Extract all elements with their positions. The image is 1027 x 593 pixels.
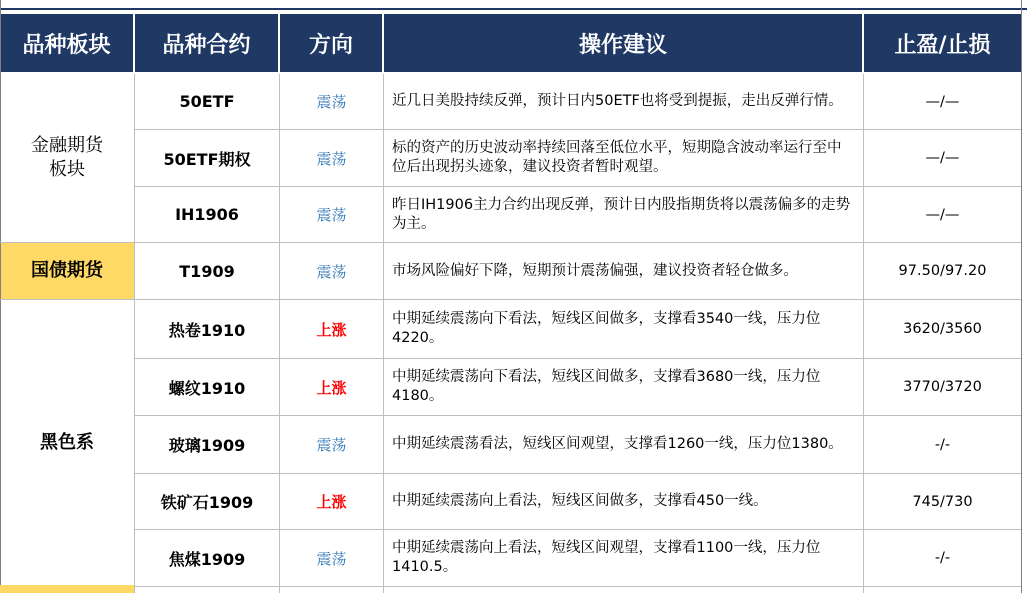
contract-cell: 50ETF <box>179 92 235 111</box>
sector-black: 黑色系 <box>40 432 94 453</box>
direction-cell: 震荡 <box>316 436 347 454</box>
direction-cell: 震荡 <box>316 149 347 168</box>
stop-cell: 745/730 <box>912 493 973 510</box>
grid-line <box>135 186 1021 187</box>
contract-cell: T1909 <box>179 261 235 281</box>
stop-cell: -/- <box>934 550 951 566</box>
top-border <box>0 0 1027 10</box>
contract-cell: 50ETF期权 <box>163 149 251 169</box>
advice-cell: 标的资产的历史波动率持续回落至低位水平，短期隐含波动率运行至中位后出现拐头迹象，建议投资者暂时观望。 <box>392 140 842 175</box>
grid-line <box>383 74 384 593</box>
next-sector-strip <box>0 585 134 593</box>
direction-cell: 震荡 <box>316 549 347 568</box>
contract-cell: 铁矿石1909 <box>160 493 254 512</box>
stop-cell: —/— <box>925 93 960 110</box>
direction-cell: 震荡 <box>316 93 347 111</box>
grid-line <box>279 74 280 593</box>
contract-cell: IH1906 <box>175 205 239 224</box>
stop-cell: -/- <box>934 436 951 453</box>
contract-cell: 玻璃1909 <box>168 436 246 455</box>
sector-bond: 国债期货 <box>0 243 134 299</box>
grid-line <box>135 473 1021 474</box>
grid-line <box>1021 0 1022 593</box>
advice-cell: 中期延续震荡向下看法，短线区间做多，支撑看3680一线，压力位4180。 <box>392 369 821 404</box>
grid-line <box>863 74 864 593</box>
stop-cell: —/— <box>925 206 960 223</box>
header-sector: 品种板块 <box>0 14 133 72</box>
grid-line <box>135 529 1021 530</box>
advice-cell: 中期延续震荡看法，短线区间观望，支撑看1260一线，压力位1380。 <box>392 436 843 452</box>
grid-line <box>0 0 1 593</box>
direction-cell: 上涨 <box>316 320 347 339</box>
contract-cell: 螺纹1910 <box>168 378 246 398</box>
stop-cell: 3620/3560 <box>903 321 982 337</box>
grid-line <box>0 242 1021 243</box>
advice-cell: 近几日美股持续反弹，预计日内50ETF也将受到提振，走出反弹行情。 <box>392 93 843 109</box>
stop-cell: 3770/3720 <box>903 379 982 395</box>
direction-cell: 震荡 <box>316 206 347 224</box>
advice-cell: 中期延续震荡向上看法，短线区间观望，支撑看1100一线，压力位1410.5。 <box>392 540 821 575</box>
direction-cell: 上涨 <box>316 378 347 397</box>
stop-cell: —/— <box>925 150 960 166</box>
contract-cell: 焦煤1909 <box>168 549 246 569</box>
grid-line <box>134 74 135 593</box>
advice-cell: 中期延续震荡向上看法，短线区间做多，支撑看450一线。 <box>392 493 768 509</box>
sector-financial: 金融期货 板块 <box>31 135 103 180</box>
direction-cell: 震荡 <box>316 262 347 281</box>
header-stop: 止盈/止损 <box>864 14 1021 72</box>
advice-cell: 市场风险偏好下降，短期预计震荡偏强，建议投资者轻仓做多。 <box>392 262 798 279</box>
header-contract: 品种合约 <box>135 14 278 72</box>
header-advice: 操作建议 <box>384 14 862 72</box>
grid-line <box>135 415 1021 416</box>
advice-cell: 中期延续震荡向下看法，短线区间做多，支撑看3540一线，压力位4220。 <box>392 311 821 346</box>
direction-cell: 上涨 <box>316 493 347 511</box>
advice-cell: 昨日IH1906主力合约出现反弹，预计日内股指期货将以震荡偏多的走势为主。 <box>392 196 851 232</box>
grid-line <box>135 129 1021 130</box>
grid-line <box>0 299 1021 300</box>
contract-cell: 热卷1910 <box>168 320 246 340</box>
header-direction: 方向 <box>280 14 382 72</box>
grid-line <box>135 358 1021 359</box>
stop-cell: 97.50/97.20 <box>898 263 987 279</box>
grid-line <box>0 586 1021 587</box>
